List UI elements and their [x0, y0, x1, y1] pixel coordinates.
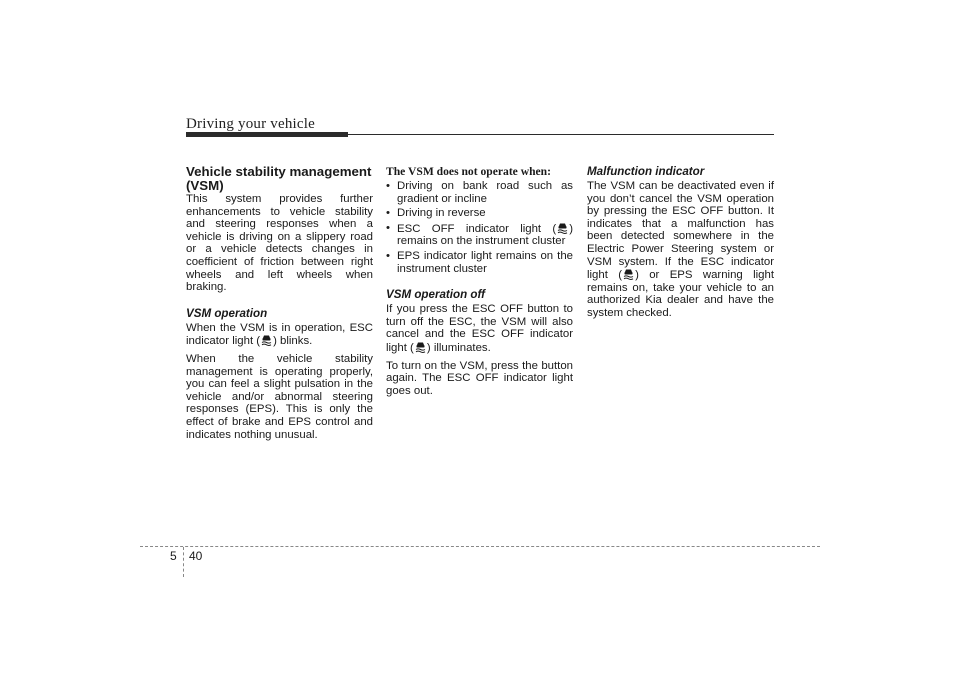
- column-3: [587, 165, 774, 325]
- vsm-operation-paragraph: [186, 322, 373, 348]
- page-number: 40: [189, 549, 203, 563]
- subheading-malfunction-indicator: Malfunction indicator: [587, 165, 705, 178]
- header-rule-thick: [186, 132, 348, 137]
- column-1: [186, 165, 373, 446]
- vsm-pulsation-paragraph: When the vehicle stability management is operating properly, you can feel a slight pulsation in the vehicle and/or abnormal steering responses (EPS). This is only the effect of brake and EPS control and indicates nothing unusual.: [186, 352, 373, 441]
- footer-rule: [140, 546, 820, 547]
- not-operate-list: [386, 180, 573, 275]
- subheading-vsm-operation-off: VSM operation off: [386, 288, 485, 302]
- list-item: • Driving in reverse: [386, 207, 573, 220]
- text-before-icon: The VSM can be deactivated even if you don’t cancel the VSM operation by pressing the ESC OFF button. It indicates that a malfunction has been detected somewhere in the Electric Power Steering system or VSM system. If the ESC indicator light (: [587, 180, 774, 282]
- esc-off-indicator-icon: [557, 222, 568, 234]
- esc-indicator-icon: [623, 268, 634, 280]
- malfunction-paragraph: [587, 180, 774, 320]
- text-after-icon: ) blinks.: [273, 335, 313, 348]
- not-operate-heading: The VSM does not operate when:: [386, 165, 551, 178]
- text-after-icon: ) illuminates.: [426, 341, 491, 354]
- list-item: • Driving on bank road such as gradient or incline: [386, 180, 573, 205]
- vsm-off-paragraph: [386, 303, 573, 354]
- list-item: [386, 222, 573, 248]
- footer-divider: [183, 547, 184, 577]
- esc-indicator-icon: [261, 334, 272, 346]
- subheading-vsm-operation: VSM operation: [186, 306, 268, 320]
- esc-off-indicator-icon: [415, 341, 426, 353]
- text-after-icon: ) remains on the instrument cluster: [397, 222, 573, 248]
- header-title: Driving your vehicle: [186, 116, 315, 132]
- text-before-icon: When the VSM is in operation, ESC indicator light (: [186, 321, 373, 348]
- header-rule-thin: [348, 134, 774, 135]
- text-before-icon: ESC OFF indicator light (: [397, 222, 557, 235]
- text-after-icon: ) or EPS warning light remains on, take your vehicle to an authorized Kia dealer and have the system checked.: [587, 269, 774, 319]
- list-item: • EPS indicator light remains on the instrument cluster: [386, 250, 573, 275]
- column-2: [386, 165, 573, 402]
- chapter-number: 5: [170, 549, 177, 563]
- text-before-icon: If you press the ESC OFF button to turn off the ESC, the VSM will also cancel and the ESC OFF indicator light (: [386, 303, 573, 354]
- intro-paragraph: This system provides further enhancements to vehicle stability and steering responses when a vehicle is driving on a slippery road or a vehicle detects changes in coefficient of friction between right wheels and left wheels when braking.: [186, 193, 373, 294]
- vsm-on-paragraph: To turn on the VSM, press the button again. The ESC OFF indicator light goes out.: [386, 359, 573, 397]
- section-title: Vehicle stability management (VSM): [186, 164, 372, 193]
